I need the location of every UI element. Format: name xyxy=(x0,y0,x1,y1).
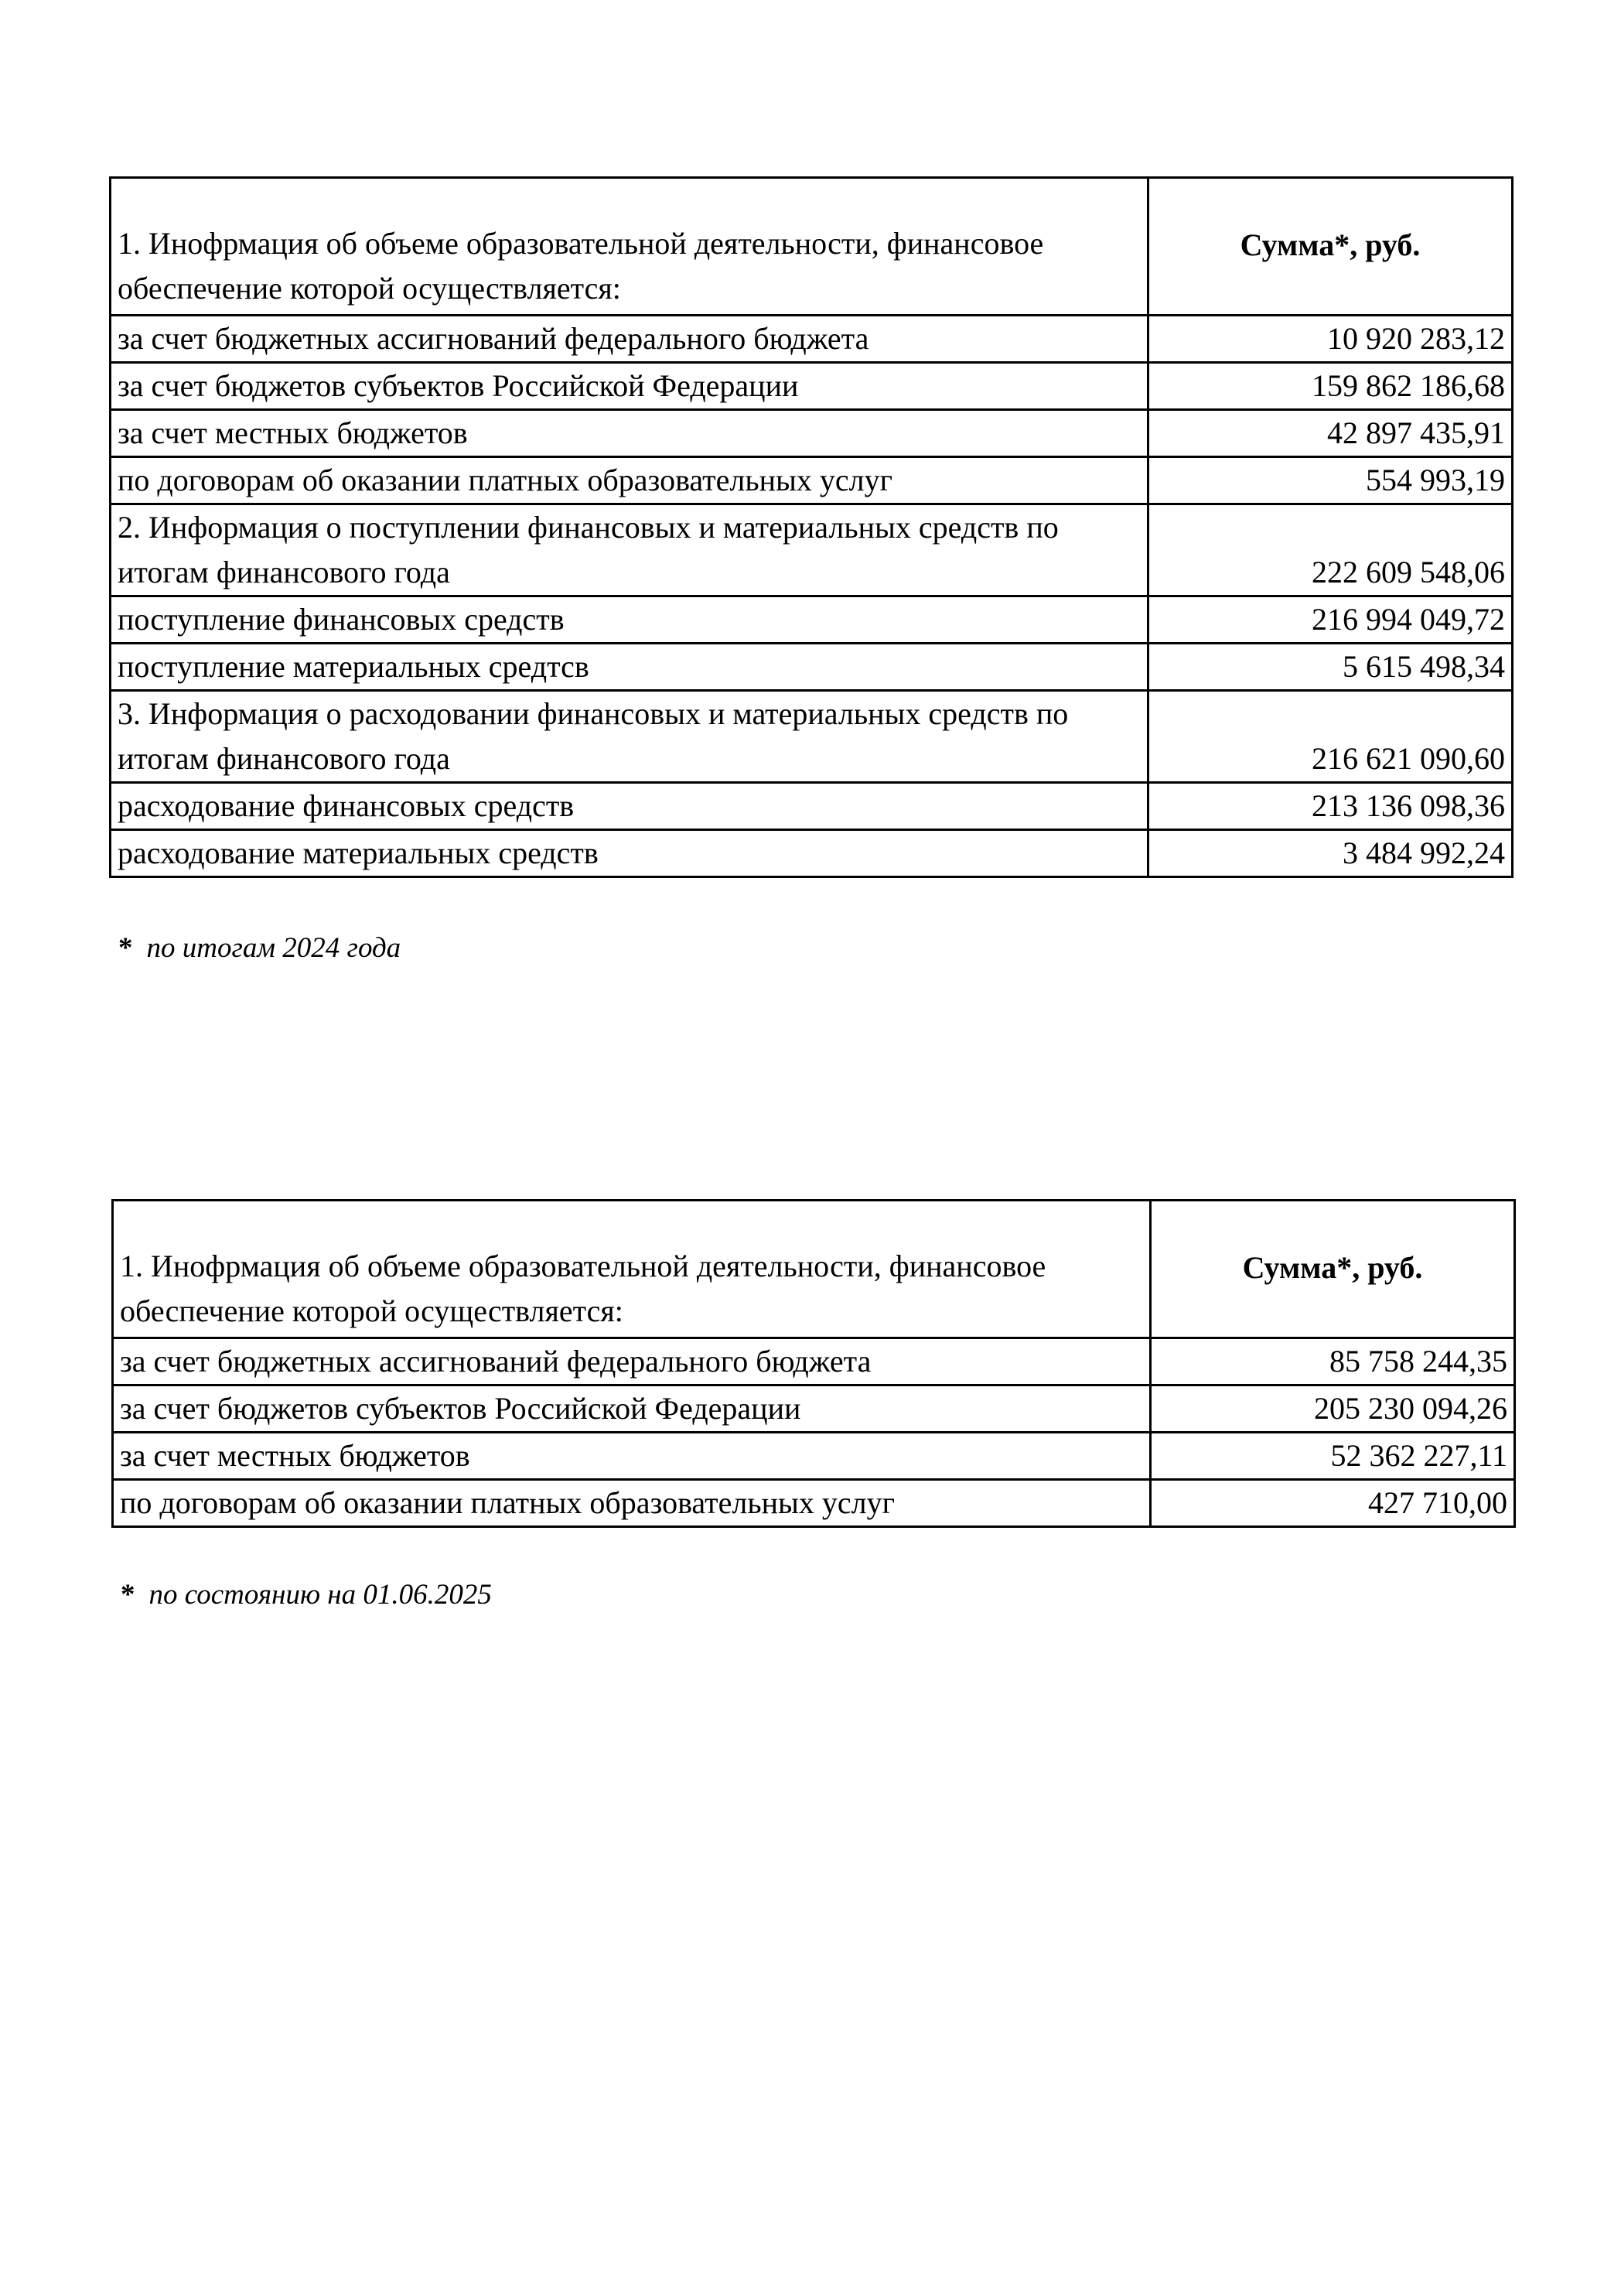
footnote-text: по итогам 2024 года xyxy=(146,932,401,964)
row-amount: 85 758 244,35 xyxy=(1151,1338,1515,1385)
sum-column-header: Сумма*, руб. xyxy=(1151,1201,1515,1338)
row-amount: 216 994 049,72 xyxy=(1148,596,1513,644)
row-label: за счет местных бюджетов xyxy=(113,1433,1151,1480)
table-row xyxy=(111,830,1513,877)
section-amount: 222 609 548,06 xyxy=(1148,504,1513,596)
table-row xyxy=(111,644,1513,691)
row-label: поступление финансовых средств xyxy=(111,596,1148,644)
footnote-asterisk: * xyxy=(118,932,133,964)
table-row xyxy=(111,596,1513,644)
row-amount: 213 136 098,36 xyxy=(1148,783,1513,830)
row-amount: 159 862 186,68 xyxy=(1148,363,1513,410)
row-amount: 3 484 992,24 xyxy=(1148,830,1513,877)
row-amount: 52 362 227,11 xyxy=(1151,1433,1515,1480)
row-label: по договорам об оказании платных образовательных услуг xyxy=(113,1480,1151,1527)
row-label: за счет бюджетов субъектов Российской Федерации xyxy=(111,363,1148,410)
row-label: по договорам об оказании платных образовательных услуг xyxy=(111,457,1148,504)
table-header-row xyxy=(111,178,1513,316)
section-row-expenditure xyxy=(111,691,1513,783)
footnote-2024 xyxy=(118,931,401,965)
row-amount: 205 230 094,26 xyxy=(1151,1385,1515,1433)
table-row xyxy=(111,316,1513,363)
table-row xyxy=(113,1433,1515,1480)
row-label: за счет бюджетных ассигнований федерального бюджета xyxy=(111,316,1148,363)
row-amount: 10 920 283,12 xyxy=(1148,316,1513,363)
table-header-row xyxy=(113,1201,1515,1338)
sum-column-header: Сумма*, руб. xyxy=(1148,178,1513,316)
footnote-text: по состоянию на 01.06.2025 xyxy=(148,1579,492,1611)
row-label: расходование финансовых средств xyxy=(111,783,1148,830)
table-row xyxy=(113,1480,1515,1527)
row-label: за счет местных бюджетов xyxy=(111,410,1148,457)
section-label: 3. Информация о расходовании финансовых и материальных средств по итогам финансового года xyxy=(111,691,1148,783)
table-row xyxy=(111,783,1513,830)
table-row xyxy=(111,363,1513,410)
section-label: 2. Информация о поступлении финансовых и материальных средств по итогам финансового года xyxy=(111,504,1148,596)
table-row xyxy=(113,1338,1515,1385)
row-label: за счет бюджетных ассигнований федерального бюджета xyxy=(113,1338,1151,1385)
header-label-cell: 1. Инофрмация об объеме образовательной деятельности, финансовое обеспечение которой осуществляется: xyxy=(113,1201,1151,1338)
table-row xyxy=(111,410,1513,457)
row-amount: 42 897 435,91 xyxy=(1148,410,1513,457)
row-label: расходование материальных средств xyxy=(111,830,1148,877)
footnote-2025 xyxy=(121,1578,492,1612)
section-amount: 216 621 090,60 xyxy=(1148,691,1513,783)
row-label: за счет бюджетов субъектов Российской Федерации xyxy=(113,1385,1151,1433)
row-amount: 5 615 498,34 xyxy=(1148,644,1513,691)
row-amount: 427 710,00 xyxy=(1151,1480,1515,1527)
footnote-asterisk: * xyxy=(121,1579,135,1611)
table-row xyxy=(113,1385,1515,1433)
financial-table-2025 xyxy=(111,1199,1516,1528)
table-row xyxy=(111,457,1513,504)
financial-table-2024 xyxy=(109,176,1514,878)
row-amount: 554 993,19 xyxy=(1148,457,1513,504)
section-row-receipts xyxy=(111,504,1513,596)
header-label-cell: 1. Инофрмация об объеме образовательной деятельности, финансовое обеспечение которой осуществляется: xyxy=(111,178,1148,316)
row-label: поступление материальных средтсв xyxy=(111,644,1148,691)
